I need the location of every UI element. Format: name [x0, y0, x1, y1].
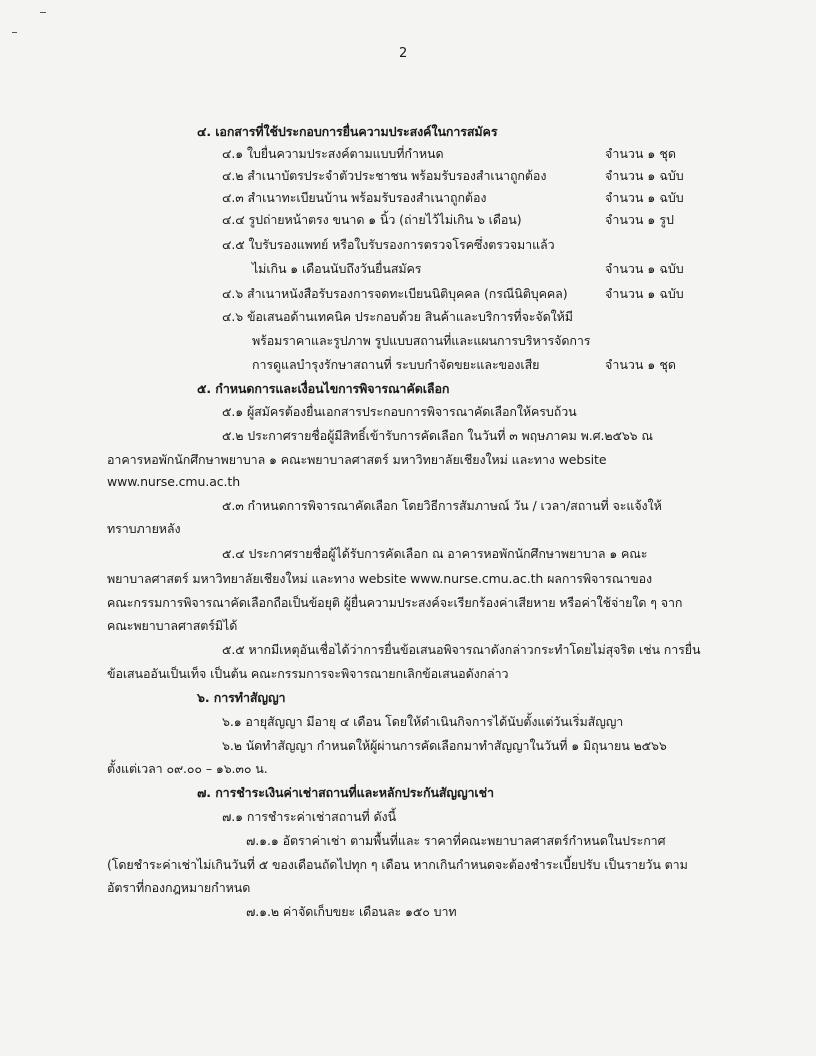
- paragraph-5-1: ๕.๑ ผู้สมัครต้องยื่นเอกสารประกอบการพิจารณาคัดเลือกให้ครบถ้วน: [222, 404, 577, 419]
- page-number: 2: [399, 46, 408, 61]
- paragraph-5-4-cont3: คณะพยาบาลศาสตร์มิได้: [107, 618, 238, 633]
- paragraph-7-1-1-cont2: อัตราที่กองกฎหมายกำหนด: [107, 880, 251, 895]
- paragraph-5-4: ๕.๔ ประกาศรายชื่อผู้ได้รับการคัดเลือก ณ อาคารหอพักนักศึกษาพยาบาล ๑ คณะ: [222, 546, 648, 561]
- item-4-6b-cont2: การดูแลบำรุงรักษาสถานที่ ระบบกำจัดขยะและของเสีย: [252, 357, 540, 372]
- item-4-3: ๔.๓ สำเนาทะเบียนบ้าน พร้อมรับรองสำเนาถูกต้อง: [222, 190, 487, 205]
- paragraph-7-1-2: ๗.๑.๒ ค่าจัดเก็บขยะ เดือนละ ๑๕๐ บาท: [246, 904, 457, 919]
- item-4-1-qty: จำนวน ๑ ชุด: [605, 146, 676, 161]
- item-4-3-qty: จำนวน ๑ ฉบับ: [605, 190, 684, 205]
- item-4-6b: ๔.๖ ข้อเสนอด้านเทคนิค ประกอบด้วย สินค้าและบริการที่จะจัดให้มี: [222, 309, 573, 324]
- paragraph-5-3: ๕.๓ กำหนดการพิจารณาคัดเลือก โดยวิธีการสัมภาษณ์ วัน / เวลา/สถานที่ จะแจ้งให้: [222, 498, 662, 513]
- paragraph-7-1: ๗.๑ การชำระค่าเช่าสถานที่ ดังนี้: [222, 809, 397, 824]
- section-5-heading: ๕. กำหนดการและเงื่อนไขการพิจารณาคัดเลือก: [197, 381, 450, 396]
- paragraph-5-2-url: www.nurse.cmu.ac.th: [107, 474, 241, 489]
- paragraph-5-2: ๕.๒ ประกาศรายชื่อผู้มีสิทธิ์เข้ารับการคัดเลือก ในวันที่ ๓ พฤษภาคม พ.ศ.๒๕๖๖ ณ: [222, 428, 653, 443]
- item-4-6: ๔.๖ สำเนาหนังสือรับรองการจดทะเบียนนิติบุคคล (กรณีนิติบุคคล): [222, 286, 568, 301]
- scan-mark: [40, 12, 46, 13]
- item-4-6b-qty: จำนวน ๑ ชุด: [605, 357, 676, 372]
- paragraph-5-4-cont2: คณะกรรมการพิจารณาคัดเลือกถือเป็นข้อยุติ ผู้ยื่นความประสงค์จะเรียกร้องค่าเสียหาย หรือค่าใช้จ่ายใด ๆ จาก: [107, 595, 683, 610]
- item-4-4: ๔.๔ รูปถ่ายหน้าตรง ขนาด ๑ นิ้ว (ถ่ายไว้ไม่เกิน ๖ เดือน): [222, 212, 522, 227]
- section-4-heading: ๔. เอกสารที่ใช้ประกอบการยื่นความประสงค์ในการสมัคร: [197, 124, 498, 139]
- paragraph-6-2-cont: ตั้งแต่เวลา ๐๙.๐๐ – ๑๖.๓๐ น.: [107, 761, 268, 776]
- item-4-6-qty: จำนวน ๑ ฉบับ: [605, 286, 684, 301]
- paragraph-5-3-cont: ทราบภายหลัง: [107, 521, 181, 536]
- paragraph-5-2-cont: อาคารหอพักนักศึกษาพยาบาล ๑ คณะพยาบาลศาสตร์ มหาวิทยาลัยเชียงใหม่ และทาง website: [107, 452, 607, 467]
- item-4-2: ๔.๒ สำเนาบัตรประจำตัวประชาชน พร้อมรับรองสำเนาถูกต้อง: [222, 168, 547, 183]
- paragraph-6-2: ๖.๒ นัดทำสัญญา กำหนดให้ผู้ผ่านการคัดเลือกมาทำสัญญาในวันที่ ๑ มิถุนายน ๒๕๖๖: [222, 738, 667, 753]
- scan-mark: [12, 32, 17, 33]
- paragraph-5-5: ๕.๕ หากมีเหตุอันเชื่อได้ว่าการยื่นข้อเสนอพิจารณาดังกล่าวกระทำโดยไม่สุจริต เช่น การยื่น: [222, 642, 701, 657]
- item-4-2-qty: จำนวน ๑ ฉบับ: [605, 168, 684, 183]
- item-4-1: ๔.๑ ใบยื่นความประสงค์ตามแบบที่กำหนด: [222, 146, 444, 161]
- paragraph-7-1-1: ๗.๑.๑ อัตราค่าเช่า ตามพื้นที่และ ราคาที่คณะพยาบาลศาสตร์กำหนดในประกาศ: [246, 833, 666, 848]
- section-7-heading: ๗. การชำระเงินค่าเช่าสถานที่และหลักประกันสัญญาเช่า: [197, 785, 494, 800]
- item-4-6b-cont: พร้อมราคาและรูปภาพ รูปแบบสถานที่และแผนการบริหารจัดการ: [252, 333, 591, 348]
- item-4-4-qty: จำนวน ๑ รูป: [605, 212, 674, 227]
- item-4-5-qty: จำนวน ๑ ฉบับ: [605, 261, 684, 276]
- paragraph-5-4-cont: พยาบาลศาสตร์ มหาวิทยาลัยเชียงใหม่ และทาง website www.nurse.cmu.ac.th ผลการพิจารณาของ: [107, 571, 653, 586]
- paragraph-7-1-1-cont: (โดยชำระค่าเช่าไม่เกินวันที่ ๕ ของเดือนถัดไปทุก ๆ เดือน หากเกินกำหนดจะต้องชำระเบี้ยปรับ เป็นรายวัน ตาม: [107, 857, 688, 872]
- section-6-heading: ๖. การทำสัญญา: [197, 690, 286, 705]
- paragraph-6-1: ๖.๑ อายุสัญญา มีอายุ ๔ เดือน โดยให้ดำเนินกิจการได้นับตั้งแต่วันเริ่มสัญญา: [222, 714, 624, 729]
- item-4-5: ๔.๕ ใบรับรองแพทย์ หรือใบรับรองการตรวจโรคซึ่งตรวจมาแล้ว: [222, 237, 555, 252]
- paragraph-5-5-cont: ข้อเสนออันเป็นเท็จ เป็นต้น คณะกรรมการจะพิจารณายกเลิกข้อเสนอดังกล่าว: [107, 666, 509, 681]
- item-4-5-cont: ไม่เกิน ๑ เดือนนับถึงวันยื่นสมัคร: [252, 261, 422, 276]
